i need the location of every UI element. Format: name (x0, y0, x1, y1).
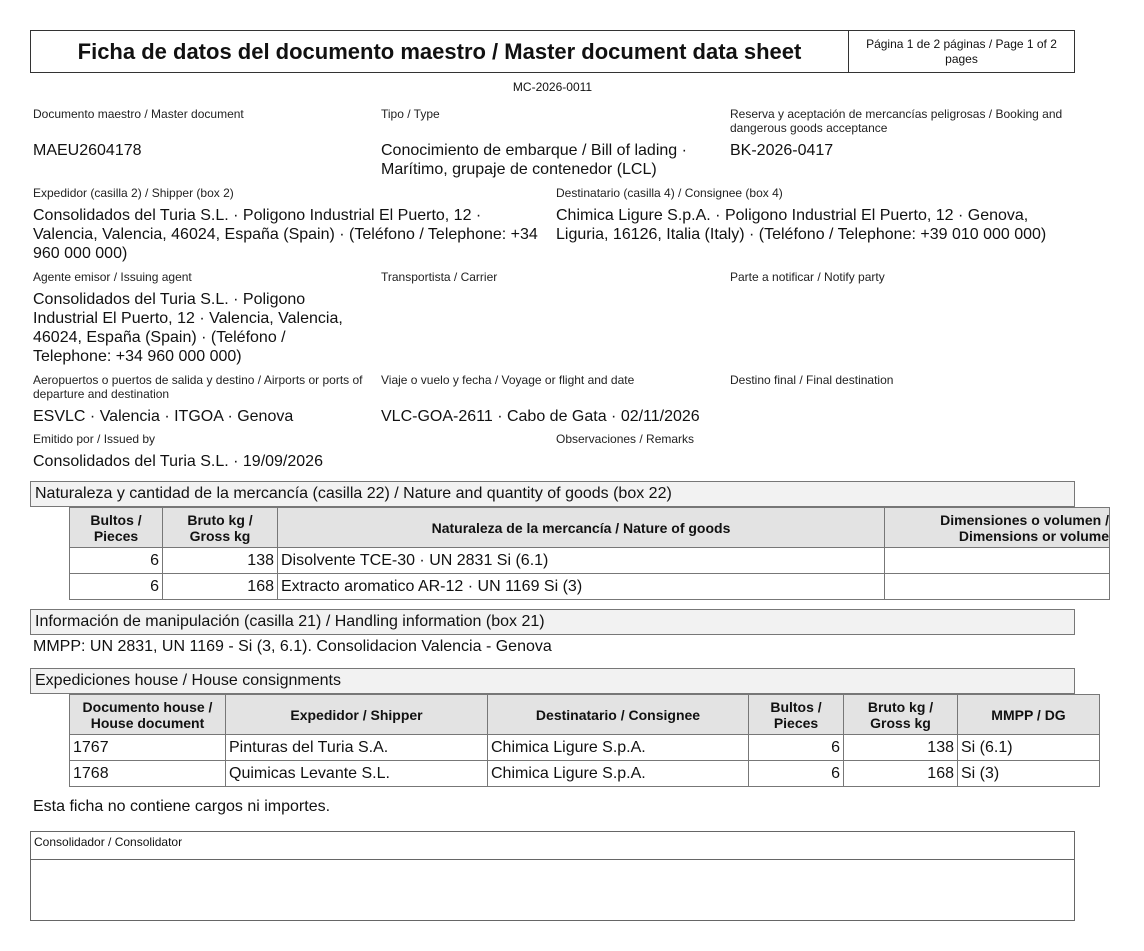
no-charges-note: Esta ficha no contiene cargos ni importes. (33, 798, 331, 815)
voyage-value: VLC-GOA-2611 · Cabo de Gata · 02/11/2026 (381, 408, 700, 425)
goods-cell-nature: Extracto aromatico AR-12 · UN 1169 Si (3) (278, 574, 885, 600)
master-document-value: MAEU2604178 (33, 142, 142, 159)
goods-cell-pieces: 6 (70, 574, 163, 600)
house-cell-gross: 138 (844, 735, 958, 761)
shipper-label: Expedidor (casilla 2) / Shipper (box 2) (33, 186, 234, 200)
table-row (70, 761, 1100, 787)
goods-col-nature: Naturaleza de la mercancía / Nature of goods (278, 508, 885, 548)
house-cell-shipper: Pinturas del Turia S.A. (226, 735, 488, 761)
consolidator-box (30, 831, 1075, 921)
issued-by-label: Emitido por / Issued by (33, 432, 156, 446)
remarks-label: Observaciones / Remarks (556, 432, 695, 446)
page-indicator: Página 1 de 2 páginas / Page 1 of 2 pages (866, 36, 1057, 66)
goods-cell-dimensions (885, 548, 1110, 574)
house-cell-pieces: 6 (749, 735, 844, 761)
master-document-label: Documento maestro / Master document (33, 107, 244, 121)
house-cell-consignee: Chimica Ligure S.p.A. (488, 735, 749, 761)
goods-table-wrap (69, 507, 1109, 600)
handling-text: MMPP: UN 2831, UN 1169 - Si (3, 6.1). Consolidacion Valencia - Genova (33, 638, 552, 655)
voyage-label: Viaje o vuelo y fecha / Voyage or flight and date (381, 373, 635, 387)
type-label: Tipo / Type (381, 107, 440, 121)
goods-table (69, 507, 1110, 600)
goods-section-title: Naturaleza y cantidad de la mercancía (casilla 22) / Nature and quantity of goods (box 22) (30, 481, 1075, 507)
house-table (69, 694, 1100, 787)
house-col-gross: Bruto kg / Gross kg (844, 695, 958, 735)
house-col-pieces: Bultos / Pieces (749, 695, 844, 735)
house-col-shipper: Expedidor / Shipper (226, 695, 488, 735)
house-cell-dg: Si (6.1) (958, 735, 1100, 761)
house-cell-gross: 168 (844, 761, 958, 787)
house-cell-pieces: 6 (749, 761, 844, 787)
issuing-agent-label: Agente emisor / Issuing agent (33, 270, 192, 284)
house-cell-doc: 1767 (70, 735, 226, 761)
issued-by-value: Consolidados del Turia S.L. · 19/09/2026 (33, 453, 323, 470)
house-cell-dg: Si (3) (958, 761, 1100, 787)
booking-label: Reserva y aceptación de mercancías peligrosas / Booking and dangerous goods acceptance (730, 107, 1063, 135)
handling-section-title: Información de manipulación (casilla 21) / Handling information (box 21) (30, 609, 1075, 635)
house-cell-consignee: Chimica Ligure S.p.A. (488, 761, 749, 787)
notify-party-label: Parte a notificar / Notify party (730, 270, 885, 284)
consignee-value: Chimica Ligure S.p.A. · Poligono Industrial El Puerto, 12 · Genova, Liguria, 16126, Italia (Italy) · (Teléfono / Telephone: +39 010 000 000) (556, 207, 1047, 243)
house-col-doc: Documento house / House document (70, 695, 226, 735)
consignee-label: Destinatario (casilla 4) / Consignee (box 4) (556, 186, 783, 200)
goods-col-pieces: Bultos / Pieces (70, 508, 163, 548)
house-cell-shipper: Quimicas Levante S.L. (226, 761, 488, 787)
house-table-wrap (69, 694, 1078, 787)
table-row (70, 574, 1110, 600)
ports-value: ESVLC · Valencia · ITGOA · Genova (33, 408, 294, 425)
document-title: Ficha de datos del documento maestro / Master document data sheet (31, 31, 849, 72)
carrier-label: Transportista / Carrier (381, 270, 498, 284)
goods-cell-dimensions (885, 574, 1110, 600)
table-row (70, 735, 1100, 761)
house-section-title: Expediciones house / House consignments (30, 668, 1075, 694)
house-col-consignee: Destinatario / Consignee (488, 695, 749, 735)
house-cell-doc: 1768 (70, 761, 226, 787)
house-col-dg: MMPP / DG (958, 695, 1100, 735)
booking-value: BK-2026-0417 (730, 142, 834, 159)
final-destination-label: Destino final / Final destination (730, 373, 894, 387)
goods-cell-nature: Disolvente TCE-30 · UN 2831 Si (6.1) (278, 548, 885, 574)
title-box (30, 30, 1075, 73)
document-reference: MC-2026-0011 (512, 80, 593, 94)
goods-col-gross: Bruto kg / Gross kg (163, 508, 278, 548)
table-row (70, 548, 1110, 574)
ports-label: Aeropuertos o puertos de salida y destino / Airports or ports of departure and destination (33, 373, 363, 401)
type-value: Conocimiento de embarque / Bill of lading · Marítimo, grupaje de contenedor (LCL) (381, 142, 687, 178)
shipper-value: Consolidados del Turia S.L. · Poligono Industrial El Puerto, 12 · Valencia, Valencia, 46024, España (Spain) · (Teléfono / Telephone: +34 960 000 000) (33, 207, 538, 262)
goods-cell-gross: 138 (163, 548, 278, 574)
goods-cell-gross: 168 (163, 574, 278, 600)
issuing-agent-value: Consolidados del Turia S.L. · Poligono Industrial El Puerto, 12 · Valencia, Valencia, 46024, España (Spain) · (Teléfono / Telephone: +34 960 000 000) (33, 291, 343, 365)
consolidator-label: Consolidador / Consolidator (31, 832, 1074, 860)
goods-col-dimensions: Dimensiones o volumen / Dimensions or volume (885, 508, 1110, 548)
goods-cell-pieces: 6 (70, 548, 163, 574)
